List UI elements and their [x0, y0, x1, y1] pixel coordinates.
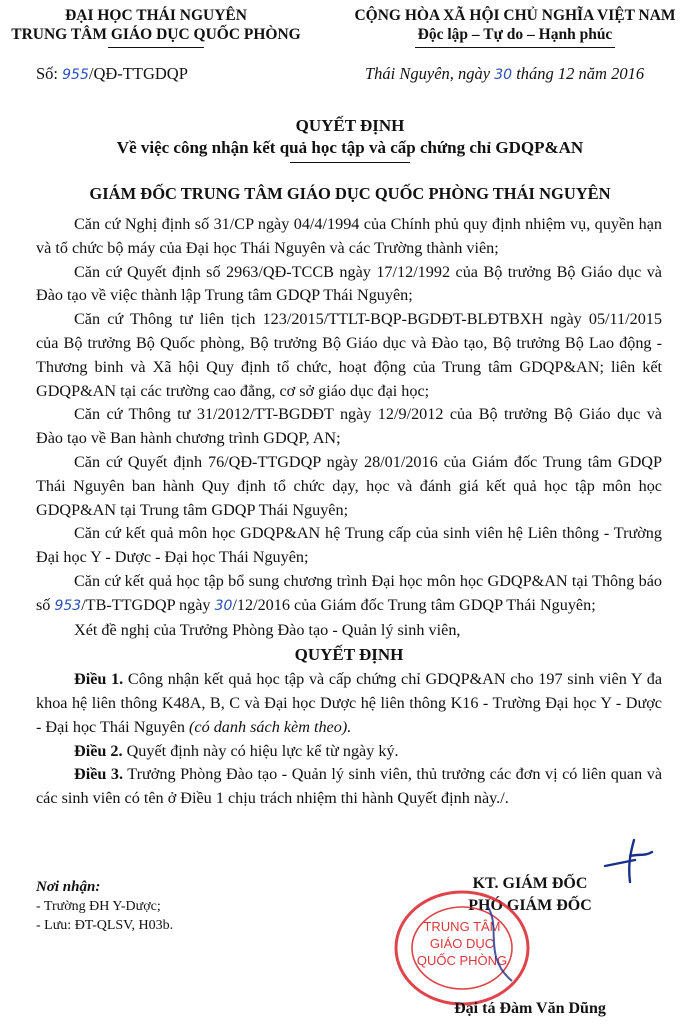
signature-title-line2: PHÓ GIÁM ĐỐC	[468, 897, 592, 914]
handwritten-number: 955	[62, 67, 89, 83]
preamble-item: Căn cứ Thông tư liên tịch 123/2015/TTLT-BQP-BGDĐT-BLĐTBXH ngày 05/11/2015 của Bộ trưởng Bộ Quốc phòng, Bộ trưởng Bộ Giáo dục và Đào tạo, Bộ trưởng Bộ Lao động - Thương binh và Xã hội Quy định tổ chức, hoạt động của Trung tâm GDQP&AN; liên kết GDQP&AN tại các trường cao đẳng, cơ sở giáo dục đại học;	[36, 310, 662, 400]
handwritten-notice-day: 30	[214, 597, 233, 614]
place-date: Thái Nguyên, ngày 30 tháng 12 năm 2016	[365, 64, 645, 83]
article-1: Điều 1. Công nhận kết quả học tập và cấp chứng chỉ GDQP&AN cho 197 sinh viên Y đa khoa hệ liên thông K48A, B, C và Đại học Dược hệ liên thông K16 - Trường Đại học Y - Dược - Đại học Thái Nguyên (có danh sách kèm theo).	[36, 670, 662, 736]
preamble-item: Căn cứ Quyết định 76/QĐ-TTGDQP ngày 28/01/2016 của Giám đốc Trung tâm GDQP Thái Nguyên ban hành Quy định tổ chức dạy, học và đánh giá kết quả học tập môn học GDQP&AN tại Trung tâm GDQP Thái Nguyên;	[36, 452, 662, 519]
preamble-item: Căn cứ Quyết định số 2963/QĐ-TCCB ngày 17/12/1992 của Bộ trưởng Bộ Giáo dục và Đào tạo về việc thành lập Trung tâm GDQP Thái Nguyên;	[36, 262, 662, 305]
motto-underline	[415, 47, 615, 48]
notice-item: Căn cứ kết quả học tập bổ sung chương trình Đại học môn học GDQP&AN tại Thông báo số 953/TB-TTGDQP ngày 30/12/2016 của Giám đốc Trung tâm GDQP Thái Nguyên;	[36, 571, 662, 614]
seal-text-line: QUỐC PHÒNG	[416, 953, 508, 968]
official-seal	[392, 886, 532, 1006]
article-3: Điều 3. Trưởng Phòng Đào tạo - Quản lý sinh viên, thủ trưởng các đơn vị có liên quan và các sinh viên có tên ở Điều 1 chịu trách nhiệm thi hành Quyết định này./.	[36, 765, 663, 808]
article-3-label: Điều 3.	[74, 765, 124, 784]
org-name-line2: TRUNG TÂM GIÁO DỤC QUỐC PHÒNG	[11, 26, 301, 43]
seal-text-line: GIÁO DỤC	[429, 936, 495, 951]
handwritten-notice-number: 953	[54, 597, 82, 614]
article-2-label: Điều 2.	[74, 741, 123, 760]
org-underline	[108, 47, 204, 48]
preamble-item: Căn cứ kết quả môn học GDQP&AN hệ Trung cấp của sinh viên hệ Liên thông - Trường Đại học Y - Dược - Đại học Thái Nguyên;	[36, 524, 662, 567]
proposal-text: Xét đề nghị của Trưởng Phòng Đào tạo - Quản lý sinh viên,	[74, 620, 461, 639]
recipient-item: - Lưu: ĐT-QLSV, H03b.	[36, 918, 174, 933]
article-1-label: Điều 1.	[74, 670, 124, 689]
decision-heading: QUYẾT ĐỊNH	[294, 645, 404, 665]
article-2: Điều 2. Quyết định này có hiệu lực kể từ ngày ký.	[74, 741, 399, 760]
article-1-note: (có danh sách kèm theo).	[189, 717, 352, 736]
issuing-authority: GIÁM ĐỐC TRUNG TÂM GIÁO DỤC QUỐC PHÒNG THÁI NGUYÊN	[89, 184, 611, 203]
document-subject: Về việc công nhận kết quả học tập và cấp chứng chỉ GDQP&AN	[116, 138, 584, 157]
nation-motto: Độc lập – Tự do – Hạnh phúc	[417, 26, 613, 43]
document-number: Số: 955/QĐ-TTGDQP	[36, 64, 188, 83]
recipient-item: - Trường ĐH Y-Dược;	[36, 899, 161, 914]
document-title: QUYẾT ĐỊNH	[295, 116, 405, 135]
org-header	[6, 6, 306, 44]
signature-title-line1: KT. GIÁM ĐỐC	[472, 875, 588, 892]
recipients-label: Nơi nhận:	[36, 879, 101, 895]
preamble-item: Căn cứ Thông tư 31/2012/TT-BGDĐT ngày 12/9/2012 của Bộ trưởng Bộ Giáo dục và Đào tạo về Ban hành chương trình GDQP, AN;	[36, 405, 662, 448]
org-name-line1: ĐẠI HỌC THÁI NGUYÊN	[65, 7, 247, 24]
nation-header	[330, 6, 700, 44]
recipients-block	[36, 878, 173, 935]
document-body	[36, 213, 662, 811]
nation-name: CỘNG HÒA XÃ HỘI CHỦ NGHĨA VIỆT NAM	[354, 7, 676, 24]
subject-underline	[290, 162, 410, 163]
handwritten-day: 30	[494, 67, 513, 83]
preamble-item: Căn cứ Nghị định số 31/CP ngày 04/4/1994 của Chính phủ quy định nhiệm vụ, quyền hạn và tổ chức bộ máy của Đại học Thái Nguyên và các Trường thành viên;	[36, 215, 662, 257]
seal-text-line: TRUNG TÂM	[423, 919, 501, 934]
signer-name: Đại tá Đàm Văn Dũng	[454, 1000, 606, 1017]
